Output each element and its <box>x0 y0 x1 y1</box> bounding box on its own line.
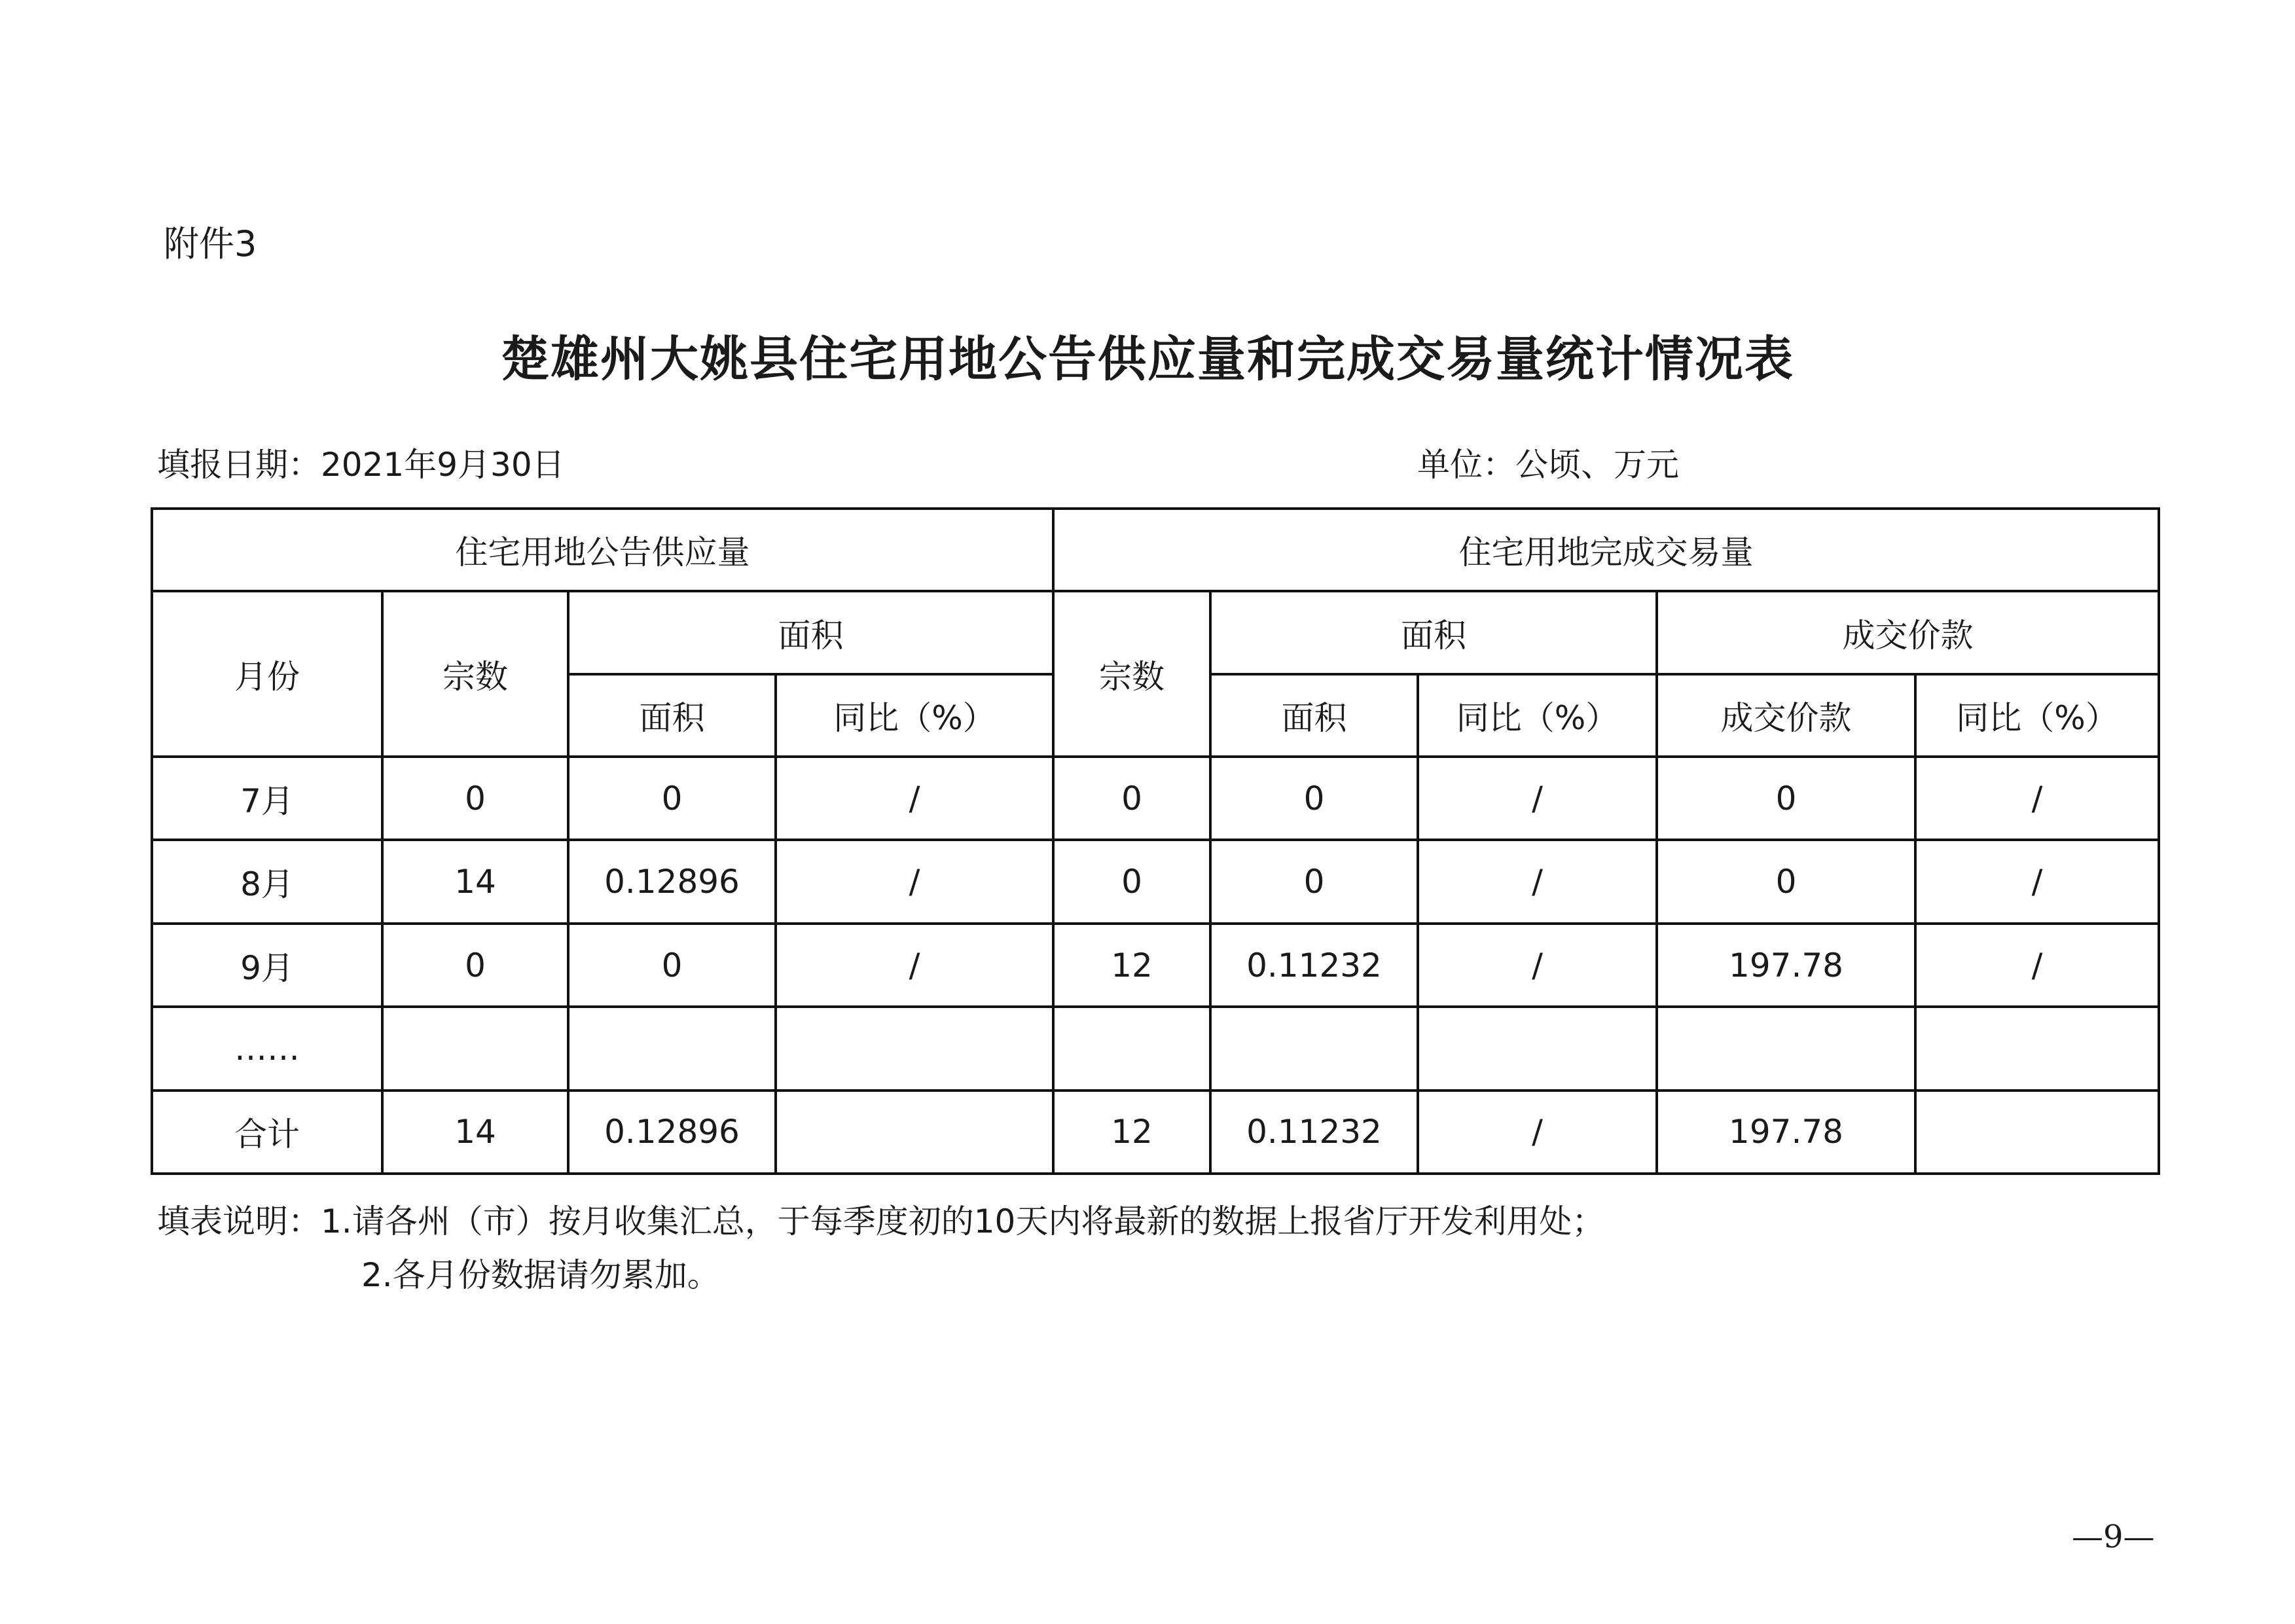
header-supply-count: 宗数 <box>382 591 568 757</box>
cell-s-yoy <box>776 1007 1053 1090</box>
table-row <box>152 1007 2159 1090</box>
cell-t-price: 0 <box>1657 757 1915 840</box>
cell-t-area <box>1210 1007 1418 1090</box>
cell-s-count: 0 <box>382 757 568 840</box>
header-supply-area: 面积 <box>568 674 776 757</box>
cell-s-count: 14 <box>382 1091 568 1174</box>
cell-month: …… <box>152 1007 382 1090</box>
cell-s-area: 0 <box>568 757 776 840</box>
header-transaction-price: 成交价款 <box>1657 674 1915 757</box>
document-title: 楚雄州大姚县住宅用地公告供应量和完成交易量统计情况表 <box>501 331 1794 388</box>
note-line-1: 填表说明：1.请各州（市）按月收集汇总，于每季度初的10天内将最新的数据上报省厅开发利用处； <box>157 1202 1605 1240</box>
attachment-label: 附件3 <box>164 223 257 264</box>
cell-s-count: 14 <box>382 840 568 923</box>
cell-t-count: 12 <box>1053 924 1210 1007</box>
statistics-table <box>151 507 2160 1175</box>
cell-t-count: 0 <box>1053 757 1210 840</box>
header-transaction-count: 宗数 <box>1053 591 1210 757</box>
cell-t-area-yoy: / <box>1418 840 1657 923</box>
notes <box>157 1195 1604 1302</box>
cell-month: 合计 <box>152 1091 382 1174</box>
unit-label: 单位：公顷、万元 <box>1417 446 1679 484</box>
header-transaction-price-group: 成交价款 <box>1657 591 2159 674</box>
header-transaction-group: 住宅用地完成交易量 <box>1053 509 2159 591</box>
cell-t-price-yoy: / <box>1915 924 2159 1007</box>
cell-month: 8月 <box>152 840 382 923</box>
cell-t-price-yoy: / <box>1915 840 2159 923</box>
page-number: —9— <box>2072 1519 2155 1555</box>
cell-t-price: 197.78 <box>1657 1091 1915 1174</box>
table-row <box>152 924 2159 1007</box>
cell-s-area <box>568 1007 776 1090</box>
cell-month: 9月 <box>152 924 382 1007</box>
cell-t-area: 0 <box>1210 840 1418 923</box>
cell-month: 7月 <box>152 757 382 840</box>
cell-t-area-yoy: / <box>1418 757 1657 840</box>
cell-s-area: 0.12896 <box>568 840 776 923</box>
table-row <box>152 757 2159 840</box>
cell-s-count <box>382 1007 568 1090</box>
header-supply-group: 住宅用地公告供应量 <box>152 509 1053 591</box>
table-row <box>152 840 2159 923</box>
header-month: 月份 <box>152 591 382 757</box>
header-transaction-area-group: 面积 <box>1210 591 1657 674</box>
cell-t-price-yoy <box>1915 1091 2159 1174</box>
cell-t-area: 0.11232 <box>1210 924 1418 1007</box>
cell-t-price <box>1657 1007 1915 1090</box>
cell-s-yoy: / <box>776 840 1053 923</box>
cell-t-count: 12 <box>1053 1091 1210 1174</box>
cell-s-area: 0 <box>568 924 776 1007</box>
cell-t-area: 0.11232 <box>1210 1091 1418 1174</box>
cell-t-area: 0 <box>1210 757 1418 840</box>
cell-t-count: 0 <box>1053 840 1210 923</box>
header-supply-yoy: 同比（%） <box>776 674 1053 757</box>
cell-s-count: 0 <box>382 924 568 1007</box>
cell-t-price: 197.78 <box>1657 924 1915 1007</box>
table-row <box>152 1091 2159 1174</box>
cell-t-price-yoy: / <box>1915 757 2159 840</box>
header-transaction-price-yoy: 同比（%） <box>1915 674 2159 757</box>
cell-s-yoy: / <box>776 924 1053 1007</box>
cell-t-area-yoy: / <box>1418 924 1657 1007</box>
cell-s-area: 0.12896 <box>568 1091 776 1174</box>
cell-t-count <box>1053 1007 1210 1090</box>
fill-date: 填报日期：2021年9月30日 <box>157 446 565 484</box>
cell-s-yoy <box>776 1091 1053 1174</box>
header-transaction-area: 面积 <box>1210 674 1418 757</box>
header-supply-area-group: 面积 <box>568 591 1053 674</box>
cell-t-price: 0 <box>1657 840 1915 923</box>
cell-t-price-yoy <box>1915 1007 2159 1090</box>
header-transaction-area-yoy: 同比（%） <box>1418 674 1657 757</box>
cell-t-area-yoy <box>1418 1007 1657 1090</box>
note-line-2: 2.各月份数据请勿累加。 <box>361 1256 720 1294</box>
cell-t-area-yoy: / <box>1418 1091 1657 1174</box>
cell-s-yoy: / <box>776 757 1053 840</box>
